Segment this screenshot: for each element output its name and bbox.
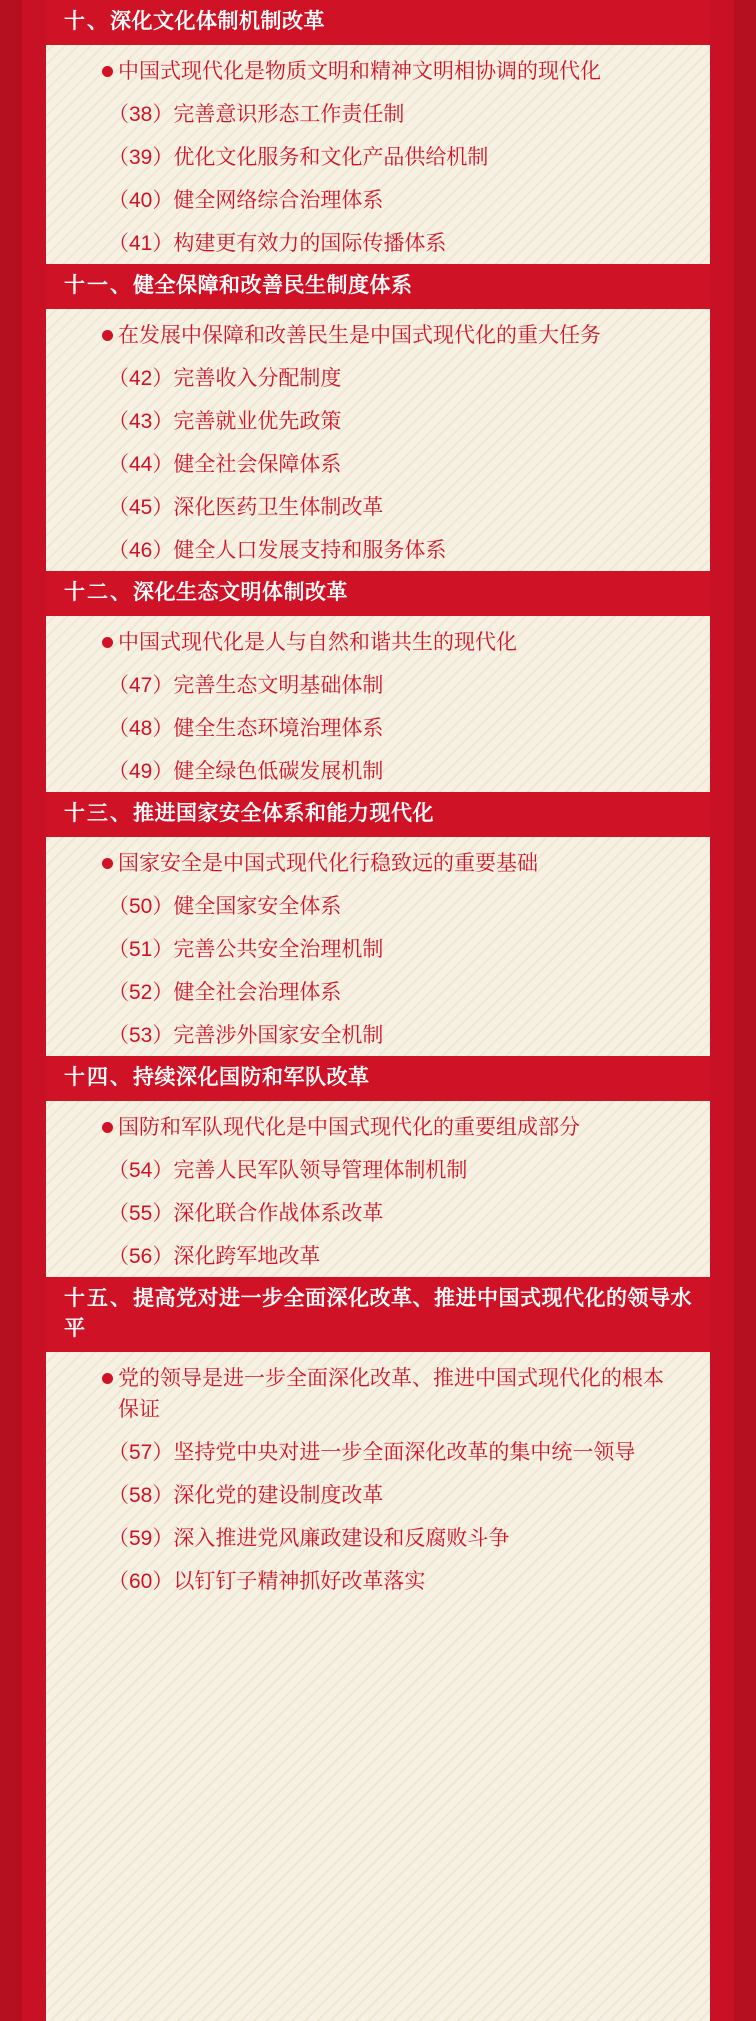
list-item xyxy=(46,1514,710,1557)
section-heading xyxy=(46,0,710,45)
list-item xyxy=(46,1011,710,1054)
list-item xyxy=(46,704,710,747)
list-item-label: 健全网络综合治理体系 xyxy=(173,189,384,212)
bullet-dot-icon xyxy=(102,330,113,341)
list-item xyxy=(46,747,710,790)
list-item-label: 健全国家安全体系 xyxy=(173,895,342,918)
section-heading xyxy=(46,571,710,616)
section-block xyxy=(46,792,710,1056)
list-item xyxy=(46,1146,710,1189)
section-number: 十二、 xyxy=(64,581,133,604)
list-item xyxy=(46,1428,710,1471)
list-item-index: （38） xyxy=(108,103,174,126)
section-number: 十一、 xyxy=(64,274,133,297)
list-item-label: 深化医药卫生体制改革 xyxy=(173,496,384,519)
list-item-label: 坚持党中央对进一步全面深化改革的集中统一领导 xyxy=(173,1441,636,1464)
list-item-index: （52） xyxy=(108,981,174,1004)
list-item xyxy=(46,925,710,968)
list-item-index: （51） xyxy=(108,938,174,961)
section-summary xyxy=(46,1352,710,1428)
section-title: 深化生态文明体制改革 xyxy=(133,581,348,604)
list-item-label: 完善生态文明基础体制 xyxy=(173,674,384,697)
list-item-index: （48） xyxy=(108,717,174,740)
list-item-index: （43） xyxy=(108,410,174,433)
bullet-dot-icon xyxy=(102,66,113,77)
list-item-index: （57） xyxy=(108,1441,174,1464)
list-item xyxy=(46,1471,710,1514)
section-title: 持续深化国防和军队改革 xyxy=(133,1066,370,1089)
list-item xyxy=(46,661,710,704)
section-summary-text: 中国式现代化是物质文明和精神文明相协调的现代化 xyxy=(118,60,601,83)
section-summary-text: 中国式现代化是人与自然和谐共生的现代化 xyxy=(118,631,517,654)
list-item xyxy=(46,440,710,483)
bullet-dot-icon xyxy=(102,858,113,869)
section-heading xyxy=(46,792,710,837)
list-item xyxy=(46,90,710,133)
section-number: 十三、 xyxy=(64,802,133,825)
list-item xyxy=(46,1189,710,1232)
section-summary xyxy=(46,1101,710,1146)
list-item-index: （46） xyxy=(108,539,174,562)
section-block xyxy=(46,0,710,264)
list-item-label: 健全人口发展支持和服务体系 xyxy=(173,539,447,562)
list-item-index: （39） xyxy=(108,146,174,169)
section-heading xyxy=(46,1056,710,1101)
section-heading xyxy=(46,1277,710,1352)
list-item-index: （45） xyxy=(108,496,174,519)
section-number: 十、 xyxy=(64,10,110,33)
section-summary xyxy=(46,45,710,90)
list-item-label: 优化文化服务和文化产品供给机制 xyxy=(173,146,489,169)
list-item-index: （56） xyxy=(108,1245,174,1268)
list-item xyxy=(46,882,710,925)
list-item xyxy=(46,1557,710,1600)
list-item-label: 完善人民军队领导管理体制机制 xyxy=(173,1159,468,1182)
list-item-index: （60） xyxy=(108,1570,174,1593)
list-item xyxy=(46,968,710,1011)
list-item-index: （54） xyxy=(108,1159,174,1182)
section-summary xyxy=(46,837,710,882)
bullet-dot-icon xyxy=(102,1373,113,1384)
list-item-index: （59） xyxy=(108,1527,174,1550)
list-item-label: 健全绿色低碳发展机制 xyxy=(173,760,384,783)
section-summary-text: 国家安全是中国式现代化行稳致远的重要基础 xyxy=(118,852,538,875)
list-item xyxy=(46,397,710,440)
list-item-index: （53） xyxy=(108,1024,174,1047)
section-title: 深化文化体制机制改革 xyxy=(110,10,325,33)
list-item-index: （44） xyxy=(108,453,174,476)
list-item-index: （49） xyxy=(108,760,174,783)
section-summary-text: 国防和军队现代化是中国式现代化的重要组成部分 xyxy=(118,1116,580,1139)
section-heading xyxy=(46,264,710,309)
list-item-label: 完善涉外国家安全机制 xyxy=(173,1024,384,1047)
list-item-index: （47） xyxy=(108,674,174,697)
bullet-dot-icon xyxy=(102,637,113,648)
list-item-index: （40） xyxy=(108,189,174,212)
section-number: 十四、 xyxy=(64,1066,133,1089)
content-panel xyxy=(46,0,710,2021)
list-item-label: 健全生态环境治理体系 xyxy=(173,717,384,740)
list-item-index: （55） xyxy=(108,1202,174,1225)
section-title: 健全保障和改善民生制度体系 xyxy=(133,274,413,297)
section-block xyxy=(46,1277,710,1602)
list-item-label: 健全社会治理体系 xyxy=(173,981,342,1004)
list-item xyxy=(46,133,710,176)
section-summary xyxy=(46,616,710,661)
section-block xyxy=(46,264,710,571)
list-item-label: 深入推进党风廉政建设和反腐败斗争 xyxy=(173,1527,510,1550)
list-item-label: 深化党的建设制度改革 xyxy=(173,1484,384,1507)
list-item xyxy=(46,219,710,262)
list-item-label: 完善收入分配制度 xyxy=(173,367,342,390)
section-summary-text: 在发展中保障和改善民生是中国式现代化的重大任务 xyxy=(118,324,601,347)
list-item-label: 深化跨军地改革 xyxy=(173,1245,321,1268)
list-item-index: （41） xyxy=(108,232,174,255)
list-item xyxy=(46,354,710,397)
list-item-index: （50） xyxy=(108,895,174,918)
list-item-index: （58） xyxy=(108,1484,174,1507)
list-item-index: （42） xyxy=(108,367,174,390)
section-summary-text: 党的领导是进一步全面深化改革、推进中国式现代化的根本保证 xyxy=(118,1367,664,1421)
section-block xyxy=(46,571,710,792)
list-item xyxy=(46,526,710,569)
bullet-dot-icon xyxy=(102,1122,113,1133)
list-item-label: 完善就业优先政策 xyxy=(173,410,342,433)
list-item xyxy=(46,483,710,526)
list-item xyxy=(46,1232,710,1275)
section-number: 十五、 xyxy=(64,1287,133,1310)
list-item-label: 构建更有效力的国际传播体系 xyxy=(173,232,447,255)
section-title: 推进国家安全体系和能力现代化 xyxy=(133,802,434,825)
section-block xyxy=(46,1056,710,1277)
list-item xyxy=(46,176,710,219)
list-item-label: 完善公共安全治理机制 xyxy=(173,938,384,961)
list-item-label: 健全社会保障体系 xyxy=(173,453,342,476)
list-item-label: 以钉钉子精神抓好改革落实 xyxy=(173,1570,426,1593)
list-item-label: 深化联合作战体系改革 xyxy=(173,1202,384,1225)
section-title: 提高党对进一步全面深化改革、推进中国式现代化的领导水平 xyxy=(64,1287,692,1340)
section-summary xyxy=(46,309,710,354)
list-item-label: 完善意识形态工作责任制 xyxy=(173,103,405,126)
